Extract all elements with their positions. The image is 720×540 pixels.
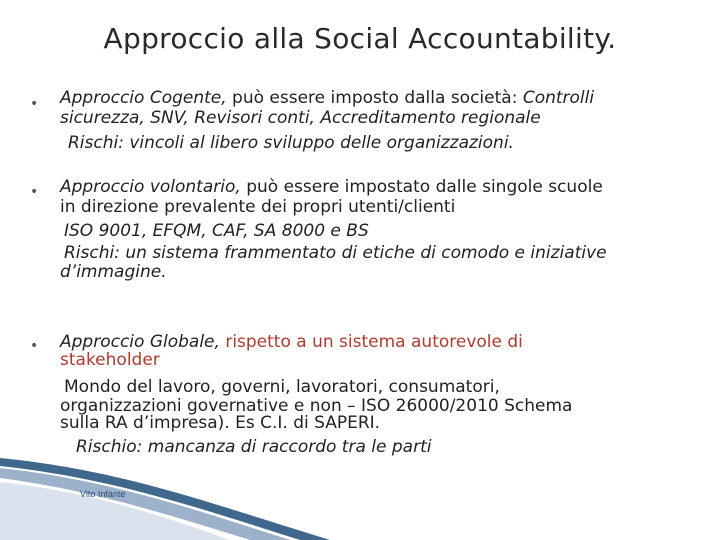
- bullet-2-line-1: Approccio volontario, può essere impostato dalle singole scuole: [60, 177, 603, 197]
- bullet-3-line-2: stakeholder: [60, 350, 160, 370]
- bullet-2-line-5: d’immagine.: [60, 262, 167, 282]
- footer-author: Vito Infante: [80, 489, 126, 499]
- bullet-3-line-1: Approccio Globale, rispetto a un sistema autorevole di: [60, 332, 523, 352]
- bullet-2-line-2: in direzione prevalente dei propri utenti/clienti: [60, 197, 456, 217]
- bullet-1-line-1: Approccio Cogente, può essere imposto dalla società: Controlli: [60, 88, 595, 108]
- bullet-2-line-4: Rischi: un sistema frammentato di etiche di comodo e iniziative: [64, 243, 607, 263]
- bullet-2-marker: •: [30, 184, 39, 200]
- bullet-1-line-3: Rischi: vincoli al libero sviluppo delle organizzazioni.: [68, 133, 514, 153]
- bullet-1-line-2: sicurezza, SNV, Revisori conti, Accreditamento regionale: [60, 108, 541, 128]
- bullet-3-line-5: sulla RA d’impresa). Es C.I. di SAPERI.: [60, 413, 381, 433]
- bullet-3-line-3: Mondo del lavoro, governi, lavoratori, consumatori,: [64, 377, 500, 397]
- bullet-2-line-3: ISO 9001, EFQM, CAF, SA 8000 e BS: [64, 221, 369, 241]
- bullet-3-marker: •: [30, 338, 39, 354]
- bullet-3-line-4: organizzazioni governative e non – ISO 26000/2010 Schema: [60, 396, 573, 416]
- slide-title: Approccio alla Social Accountability.: [103, 22, 617, 55]
- bullet-1-marker: •: [30, 96, 39, 112]
- bullet-3-line-6: Rischio: mancanza di raccordo tra le parti: [76, 437, 432, 457]
